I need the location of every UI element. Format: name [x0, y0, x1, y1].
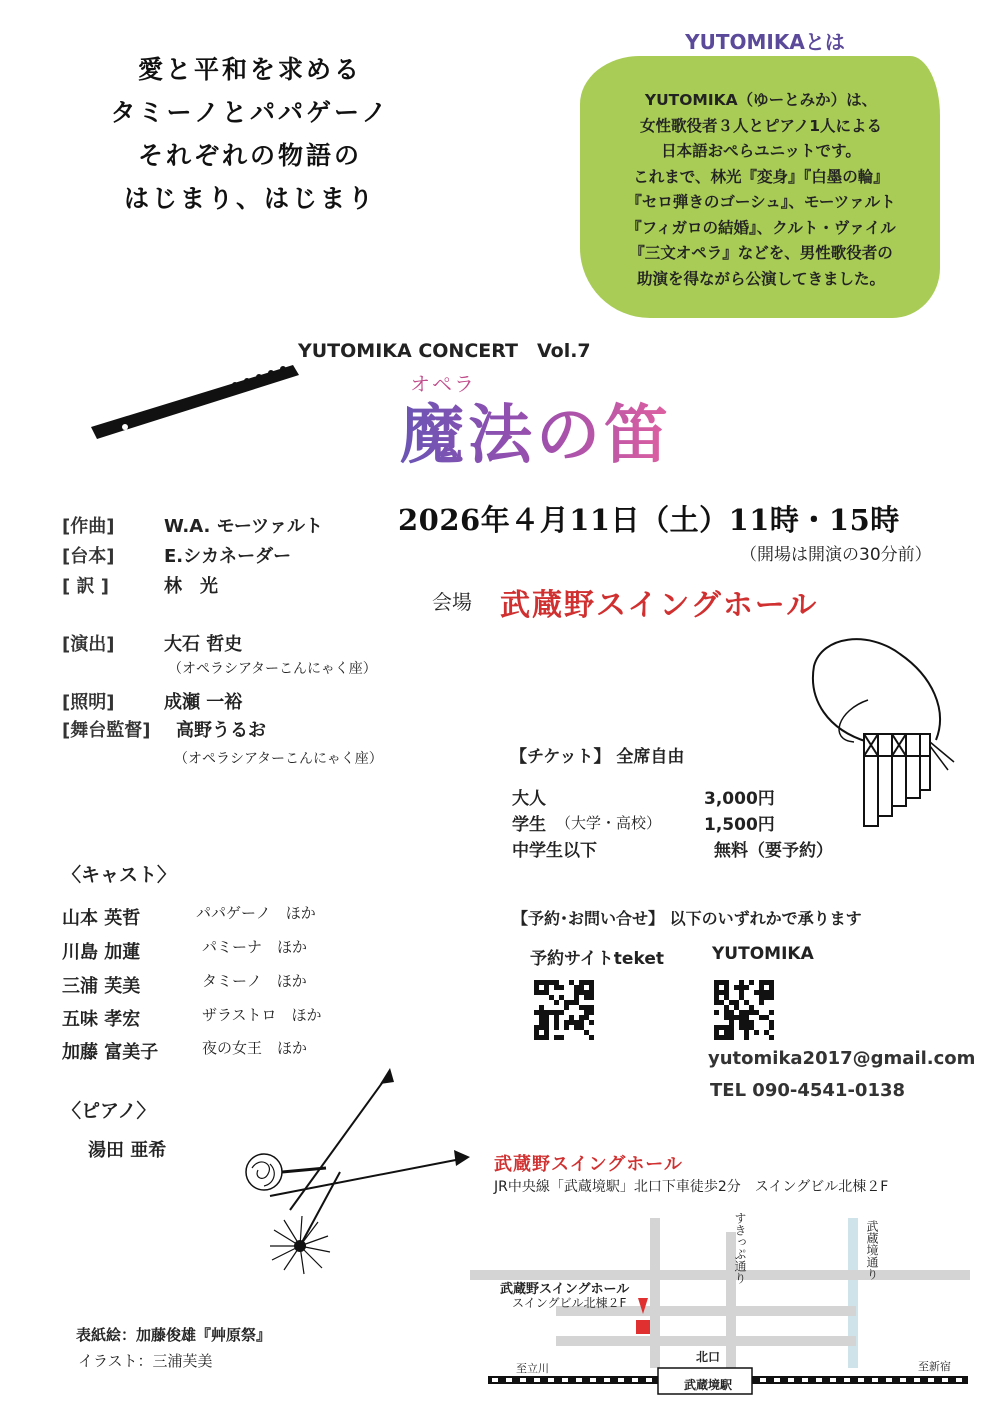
- ticket-sub: （大学・高校）: [556, 814, 662, 832]
- credit-name: W.A. モーツァルト: [164, 516, 323, 537]
- tagline-line: それぞれの物語の: [137, 141, 362, 170]
- credit-role: [台本]: [62, 546, 115, 567]
- rose-arrow-illustration: [230, 1060, 480, 1290]
- about-line: 『フィガロの結婚』、クルト・ヴァイル: [626, 218, 896, 237]
- ticket-label: 学生: [512, 815, 546, 835]
- yutomika-qr-code[interactable]: [714, 980, 774, 1040]
- cast-role: タミーノ ほか: [202, 972, 307, 990]
- credit-name: 高野うるお: [176, 720, 266, 741]
- contact-email[interactable]: yutomika2017@gmail.com: [708, 1048, 976, 1069]
- flute-illustration: [85, 355, 305, 445]
- credit-name: 林 光: [164, 576, 218, 597]
- about-text: [598, 88, 924, 292]
- ticket-label: 大人: [512, 789, 546, 809]
- cast-name: 川島 加蓮: [62, 942, 141, 963]
- pianist-name: 湯田 亜希: [88, 1140, 167, 1161]
- about-line: これまで、林光『変身』『白墨の輪』: [633, 167, 889, 186]
- ticket-price: 3,000円: [704, 789, 775, 809]
- map-north-exit: 北口: [696, 1350, 721, 1364]
- venue-label: 会場: [432, 590, 472, 614]
- credit-role: [ 訳 ]: [62, 576, 109, 597]
- about-line: 助演を得ながら公演してきました。: [636, 269, 885, 288]
- concert-label: YUTOMIKA CONCERT Vol.7: [298, 340, 591, 362]
- cast-role: 夜の女王 ほか: [202, 1039, 308, 1057]
- cast-role: パミーナ ほか: [202, 938, 308, 956]
- credit-role: [照明]: [62, 692, 115, 713]
- hall-marker: [636, 1320, 650, 1334]
- open-note: （開場は開演の30分前）: [740, 545, 932, 565]
- illustration-credit: イラスト：三浦芙美: [78, 1352, 213, 1370]
- about-line: 『三文オペラ』などを、男性歌役者の: [629, 244, 893, 262]
- about-line: 『セロ弾きのゴーシュ』、モーツァルト: [626, 193, 896, 211]
- title-ruby: オペラ: [410, 372, 476, 396]
- about-line: 女性歌役者３人とピアノ1人による: [639, 116, 883, 135]
- about-line: YUTOMIKA（ゆーとみか）は、: [644, 91, 878, 109]
- cast-role: パパゲーノ ほか: [196, 904, 316, 922]
- credit-role: [演出]: [62, 634, 115, 655]
- map-station: 武蔵境駅: [684, 1378, 733, 1392]
- ticket-label: 中学生以下: [512, 841, 597, 861]
- map-street-label: 武蔵境通り: [865, 1220, 879, 1280]
- teket-qr-code[interactable]: [534, 980, 594, 1040]
- credit-name: E.シカネーダー: [164, 546, 292, 567]
- main-title: 魔法の笛: [400, 396, 672, 476]
- map-address: JR中央線「武蔵境駅」北口下車徒歩2分 スイングビル北棟２F: [494, 1179, 889, 1195]
- credit-name: 成瀬 一裕: [164, 692, 243, 713]
- ticket-header: 【チケット】 全席自由: [510, 747, 685, 767]
- ticket-price: 無料（要予約）: [714, 841, 833, 861]
- cast-name: 三浦 芙美: [62, 976, 141, 997]
- performance-date: 2026年４月11日（土）11時・15時: [398, 503, 900, 537]
- map-to-left: 至立川: [516, 1362, 549, 1375]
- credit-note: （オペラシアターこんにゃく座）: [174, 751, 383, 767]
- piano-header: 〈ピアノ〉: [62, 1100, 156, 1122]
- cast-name: 山本 英哲: [62, 908, 141, 929]
- credit-role: [作曲]: [62, 516, 115, 537]
- cast-header: 〈キャスト〉: [62, 864, 177, 886]
- map-hall-label: 武蔵野スイングホール: [500, 1282, 630, 1297]
- yutomika-label: YUTOMIKA: [712, 944, 814, 964]
- tagline-line: タミーノとパパゲーノ: [110, 98, 390, 127]
- map-hall-sub: スイングビル北棟２F: [512, 1296, 627, 1310]
- credit-note: （オペラシアターこんにゃく座）: [168, 661, 377, 677]
- contact-tel[interactable]: TEL 090-4541-0138: [710, 1080, 906, 1101]
- map-to-right: 至新宿: [918, 1360, 951, 1373]
- reservation-site-label: 予約サイトteket: [530, 949, 664, 969]
- ticket-price: 1,500円: [704, 815, 775, 835]
- credit-role: [舞台監督]: [62, 720, 151, 741]
- cast-name: 五味 孝宏: [62, 1009, 141, 1030]
- cast-role: ザラストロ ほか: [202, 1006, 322, 1024]
- tagline: [60, 48, 440, 220]
- map-title: 武蔵野スイングホール: [494, 1154, 683, 1175]
- map-street-label: すきっぷ通り: [733, 1212, 747, 1284]
- cast-name: 加藤 富美子: [62, 1042, 159, 1063]
- about-title: YUTOMIKAとは: [685, 30, 845, 54]
- venue-name: 武蔵野スイングホール: [500, 588, 819, 623]
- reservation-header: 【予約･お問い合せ】 以下のいずれかで承ります: [512, 909, 862, 928]
- tagline-line: はじまり、はじまり: [123, 184, 376, 213]
- credit-name: 大石 哲史: [164, 634, 243, 655]
- about-line: 日本語おぺらユニットです。: [661, 142, 861, 160]
- panflute-illustration: [808, 630, 958, 830]
- tagline-line: 愛と平和を求める: [137, 55, 362, 84]
- cover-credit: 表紙絵：加藤俊雄『艸原祭』: [76, 1326, 272, 1344]
